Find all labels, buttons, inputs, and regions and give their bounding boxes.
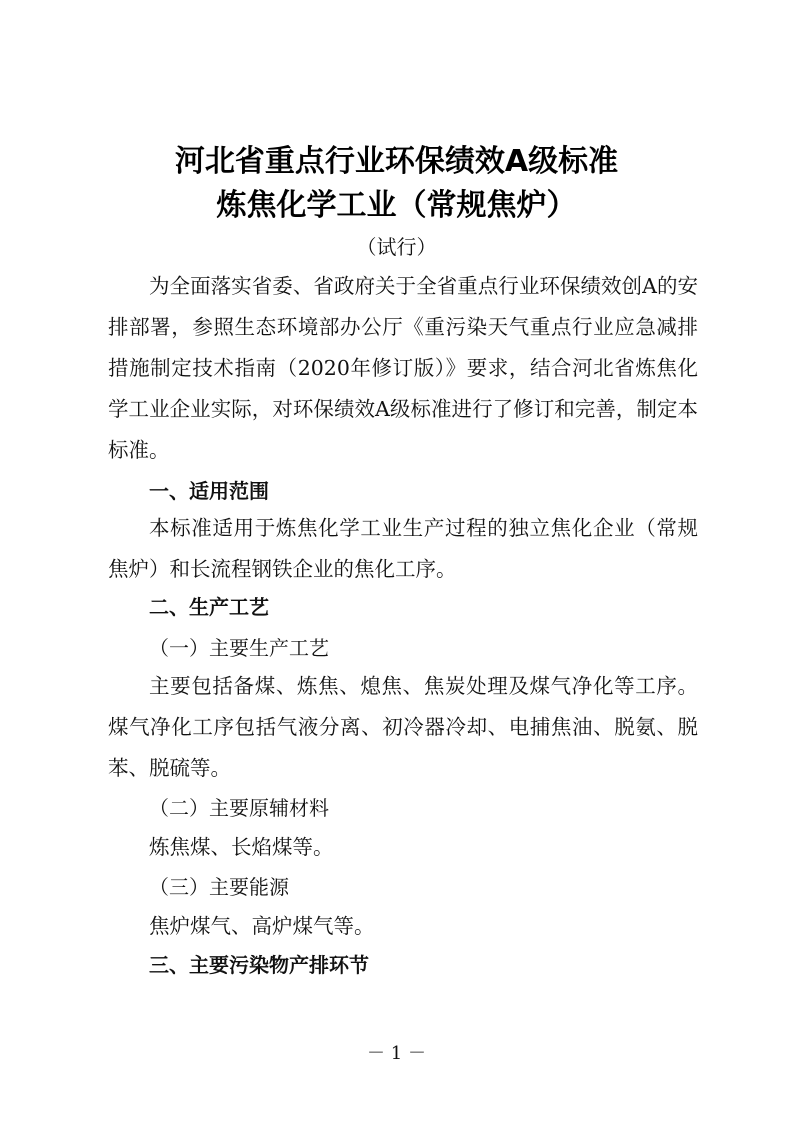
intro-paragraph: 为全面落实省委、省政府关于全省重点行业环保绩效创A的安排部署，参照生态环境部办公厅《重污染天气重点行业应急减排措施制定技术指南（2020年修订版）》要求，结合河北省炼焦化学工业企业实际，对环保绩效A级标准进行了修订和完善，制定本标准。 [108, 274, 698, 462]
document-title-line-1: 河北省重点行业环保绩效A级标准 [174, 144, 619, 179]
subsection-heading-raw-materials: （二）主要原辅材料 [149, 796, 329, 820]
section-heading-pollutants: 三、主要污染物产排环节 [149, 953, 369, 977]
document-title-line-2: 炼焦化学工业（常规焦炉） [216, 188, 577, 223]
section-heading-scope: 一、适用范围 [149, 479, 269, 503]
main-process-paragraph: 主要包括备煤、炼焦、熄焦、焦炭处理及煤气净化等工序。煤气净化工序包括气液分离、初冷器冷却、电捕焦油、脱氨、脱苯、脱硫等。 [108, 674, 698, 780]
section-heading-process: 二、生产工艺 [149, 595, 269, 619]
subsection-heading-main-process: （一）主要生产工艺 [149, 636, 329, 660]
document-subtitle: （试行） [356, 235, 437, 259]
subsection-heading-energy: （三）主要能源 [149, 875, 289, 899]
scope-paragraph: 本标准适用于炼焦化学工业生产过程的独立焦化企业（常规焦炉）和长流程钢铁企业的焦化工序。 [108, 516, 698, 581]
energy-text: 焦炉煤气、高炉煤气等。 [149, 914, 375, 938]
raw-materials-text: 炼焦煤、长焰煤等。 [149, 835, 334, 859]
page-number: － 1 － [367, 1043, 426, 1064]
